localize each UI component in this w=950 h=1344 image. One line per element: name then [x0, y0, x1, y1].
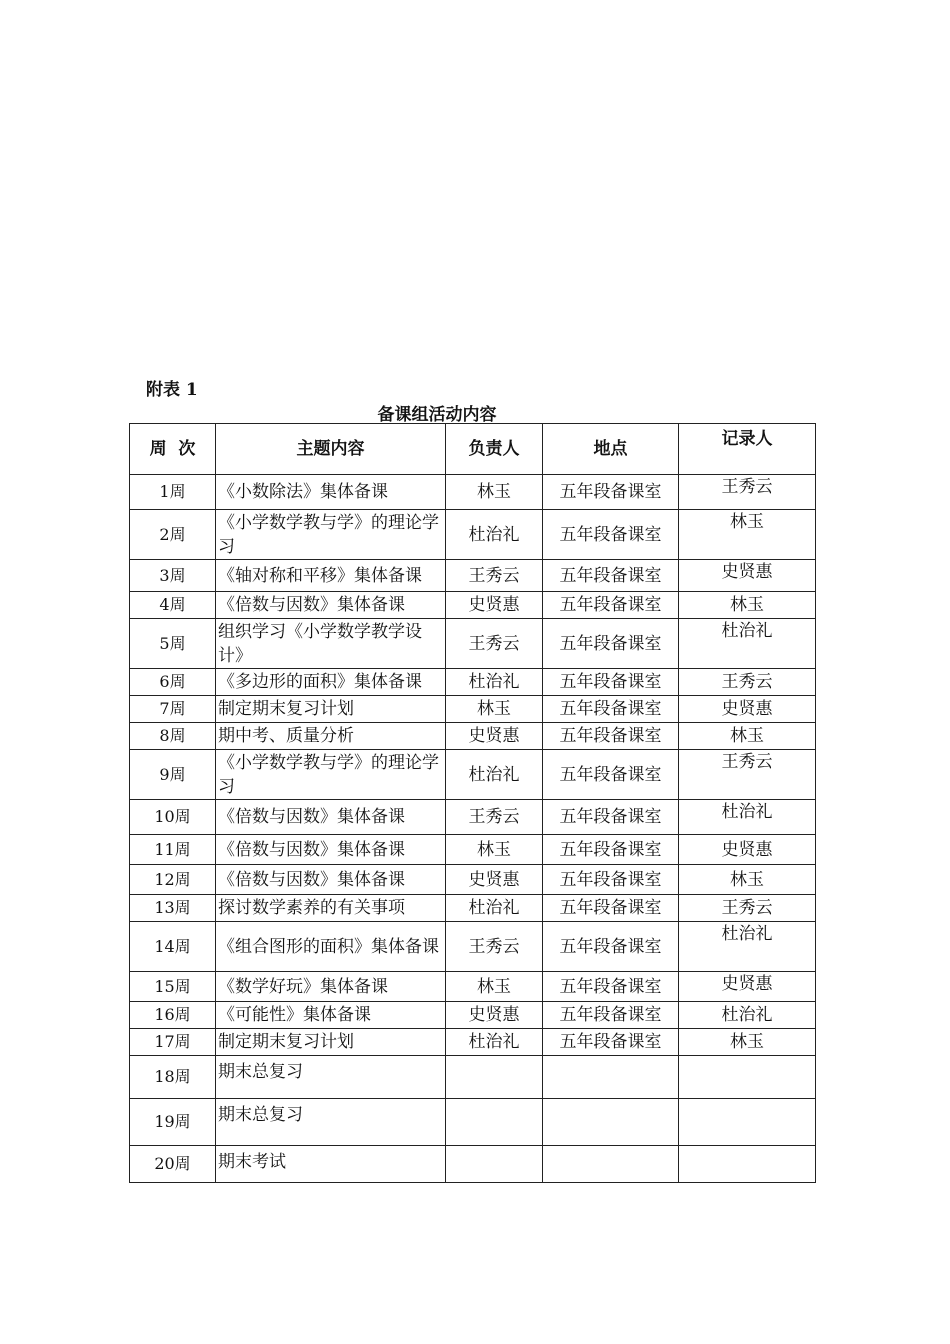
week-cell: 7周	[130, 696, 216, 723]
leader-cell: 林玉	[446, 835, 543, 865]
week-cell: 18周	[130, 1056, 216, 1099]
week-cell: 11周	[130, 835, 216, 865]
week-cell: 5周	[130, 619, 216, 669]
place-cell	[543, 1146, 679, 1183]
recorder-cell: 杜治礼	[679, 922, 816, 972]
place-cell: 五年段备课室	[543, 865, 679, 895]
week-cell: 2周	[130, 510, 216, 560]
leader-cell	[446, 1146, 543, 1183]
table-row	[130, 750, 816, 800]
recorder-cell: 林玉	[679, 723, 816, 750]
topic-cell: 组织学习《小学数学教学设计》	[216, 619, 446, 669]
week-cell: 6周	[130, 669, 216, 696]
recorder-cell: 杜治礼	[679, 800, 816, 835]
recorder-cell: 王秀云	[679, 895, 816, 922]
table-row	[130, 865, 816, 895]
leader-cell: 史贤惠	[446, 1002, 543, 1029]
leader-cell: 林玉	[446, 475, 543, 510]
topic-cell: 《小学数学教与学》的理论学习	[216, 750, 446, 800]
table-row	[130, 972, 816, 1002]
leader-cell: 王秀云	[446, 800, 543, 835]
place-cell	[543, 1099, 679, 1146]
week-cell: 10周	[130, 800, 216, 835]
table-row	[130, 1099, 816, 1146]
recorder-cell: 杜治礼	[679, 1002, 816, 1029]
table-row	[130, 895, 816, 922]
place-cell: 五年段备课室	[543, 723, 679, 750]
week-cell: 17周	[130, 1029, 216, 1056]
week-cell: 3周	[130, 560, 216, 592]
table-row	[130, 835, 816, 865]
table-row	[130, 1002, 816, 1029]
week-cell: 15周	[130, 972, 216, 1002]
week-cell: 16周	[130, 1002, 216, 1029]
table-row	[130, 1056, 816, 1099]
week-cell: 20周	[130, 1146, 216, 1183]
recorder-cell: 林玉	[679, 510, 816, 560]
week-cell: 4周	[130, 592, 216, 619]
week-cell: 12周	[130, 865, 216, 895]
place-cell: 五年段备课室	[543, 669, 679, 696]
place-cell: 五年段备课室	[543, 696, 679, 723]
place-cell	[543, 1056, 679, 1099]
week-cell: 19周	[130, 1099, 216, 1146]
leader-cell: 史贤惠	[446, 865, 543, 895]
recorder-cell: 王秀云	[679, 750, 816, 800]
recorder-cell: 林玉	[679, 1029, 816, 1056]
recorder-cell	[679, 1146, 816, 1183]
leader-cell	[446, 1099, 543, 1146]
place-cell: 五年段备课室	[543, 619, 679, 669]
topic-cell: 《倍数与因数》集体备课	[216, 800, 446, 835]
recorder-cell: 林玉	[679, 592, 816, 619]
topic-cell: 《数学好玩》集体备课	[216, 972, 446, 1002]
place-cell: 五年段备课室	[543, 1029, 679, 1056]
place-cell: 五年段备课室	[543, 750, 679, 800]
header-topic: 主题内容	[216, 424, 446, 475]
recorder-cell: 王秀云	[679, 669, 816, 696]
header-place: 地点	[543, 424, 679, 475]
header-week: 周 次	[130, 424, 216, 475]
topic-cell: 《多边形的面积》集体备课	[216, 669, 446, 696]
leader-cell: 王秀云	[446, 619, 543, 669]
recorder-cell	[679, 1056, 816, 1099]
leader-cell	[446, 1056, 543, 1099]
week-cell: 13周	[130, 895, 216, 922]
leader-cell: 史贤惠	[446, 592, 543, 619]
place-cell: 五年段备课室	[543, 800, 679, 835]
table-row	[130, 723, 816, 750]
table-row	[130, 696, 816, 723]
leader-cell: 林玉	[446, 696, 543, 723]
table-row	[130, 510, 816, 560]
recorder-cell: 史贤惠	[679, 696, 816, 723]
leader-cell: 杜治礼	[446, 895, 543, 922]
table-row	[130, 922, 816, 972]
recorder-cell: 史贤惠	[679, 972, 816, 1002]
place-cell: 五年段备课室	[543, 475, 679, 510]
place-cell: 五年段备课室	[543, 835, 679, 865]
topic-cell: 期中考、质量分析	[216, 723, 446, 750]
topic-cell: 《可能性》集体备课	[216, 1002, 446, 1029]
topic-cell: 《小数除法》集体备课	[216, 475, 446, 510]
week-cell: 8周	[130, 723, 216, 750]
week-cell: 1周	[130, 475, 216, 510]
leader-cell: 杜治礼	[446, 750, 543, 800]
place-cell: 五年段备课室	[543, 895, 679, 922]
place-cell: 五年段备课室	[543, 922, 679, 972]
leader-cell: 林玉	[446, 972, 543, 1002]
header-recorder: 记录人	[679, 424, 816, 475]
recorder-cell: 史贤惠	[679, 560, 816, 592]
leader-cell: 史贤惠	[446, 723, 543, 750]
table-row	[130, 560, 816, 592]
place-cell: 五年段备课室	[543, 972, 679, 1002]
week-cell: 14周	[130, 922, 216, 972]
table-row	[130, 475, 816, 510]
leader-cell: 杜治礼	[446, 1029, 543, 1056]
topic-cell: 探讨数学素养的有关事项	[216, 895, 446, 922]
header-row	[130, 424, 816, 475]
recorder-cell: 王秀云	[679, 475, 816, 510]
place-cell: 五年段备课室	[543, 1002, 679, 1029]
topic-cell: 制定期末复习计划	[216, 1029, 446, 1056]
topic-cell: 期末总复习	[216, 1099, 446, 1146]
topic-cell: 《小学数学教与学》的理论学习	[216, 510, 446, 560]
appendix-label: 附表 1	[146, 380, 198, 400]
header-leader: 负责人	[446, 424, 543, 475]
recorder-cell: 史贤惠	[679, 835, 816, 865]
leader-cell: 杜治礼	[446, 510, 543, 560]
leader-cell: 王秀云	[446, 560, 543, 592]
topic-cell: 《组合图形的面积》集体备课	[216, 922, 446, 972]
topic-cell: 期末总复习	[216, 1056, 446, 1099]
topic-cell: 制定期末复习计划	[216, 696, 446, 723]
recorder-cell: 杜治礼	[679, 619, 816, 669]
topic-cell: 期末考试	[216, 1146, 446, 1183]
topic-cell: 《倍数与因数》集体备课	[216, 592, 446, 619]
table-row	[130, 1146, 816, 1183]
activity-table	[129, 423, 816, 1183]
table-row	[130, 800, 816, 835]
leader-cell: 杜治礼	[446, 669, 543, 696]
week-cell: 9周	[130, 750, 216, 800]
table-row	[130, 669, 816, 696]
table-row	[130, 619, 816, 669]
table-title: 备课组活动内容	[377, 405, 497, 425]
topic-cell: 《倍数与因数》集体备课	[216, 835, 446, 865]
table-row	[130, 1029, 816, 1056]
recorder-cell: 林玉	[679, 865, 816, 895]
leader-cell: 王秀云	[446, 922, 543, 972]
place-cell: 五年段备课室	[543, 592, 679, 619]
place-cell: 五年段备课室	[543, 560, 679, 592]
topic-cell: 《倍数与因数》集体备课	[216, 865, 446, 895]
place-cell: 五年段备课室	[543, 510, 679, 560]
recorder-cell	[679, 1099, 816, 1146]
table-row	[130, 592, 816, 619]
topic-cell: 《轴对称和平移》集体备课	[216, 560, 446, 592]
